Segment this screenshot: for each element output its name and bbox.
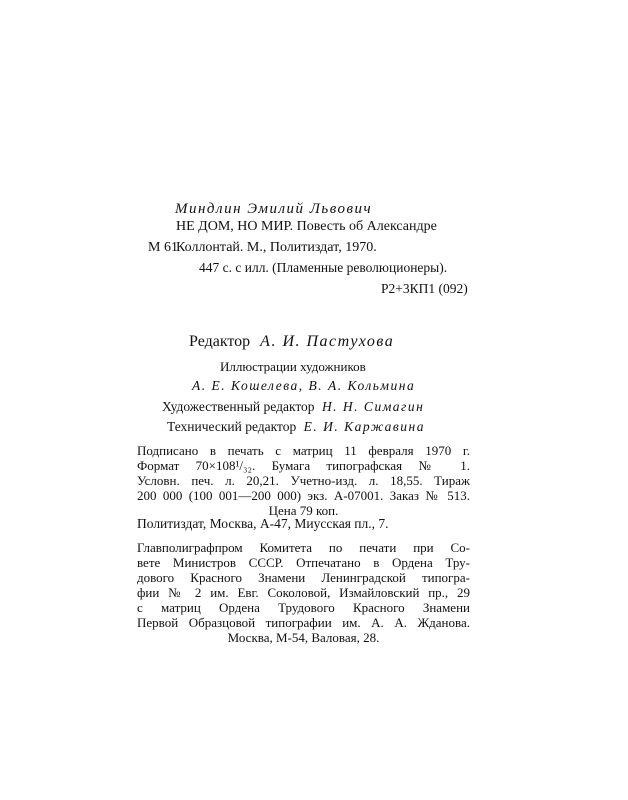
printer-line: Главполиграфпром Комитета по печати при Со- <box>137 540 470 555</box>
catalog-line-3: 447 с. с илл. (Пламенные революционеры). <box>199 260 448 275</box>
print-info-line: Формат 70×108¹/₃₂. Бумага типографская № 1. <box>137 458 470 473</box>
tech-editor-label: Технический редактор <box>167 419 297 434</box>
print-info-line: Условн. печ. л. 20,21. Учетно-изд. л. 18,55. Тираж <box>137 473 470 488</box>
catalog-code: М 61 <box>148 240 178 255</box>
tech-editor-name: Е. И. Каржавина <box>303 419 425 434</box>
printer-block <box>137 540 470 645</box>
price: Цена 79 коп. <box>268 503 339 518</box>
art-editor-label: Художественный редактор <box>162 399 315 414</box>
art-editor-line <box>162 399 424 415</box>
art-editor-name: Н. Н. Симагин <box>321 399 425 414</box>
publisher-address: Политиздат, Москва, А-47, Миусская пл., 7. <box>137 516 389 531</box>
editor-label: Редактор <box>189 333 251 350</box>
author-name: Миндлин Эмилий Львович <box>175 201 373 217</box>
printer-line: фии № 2 им. Евг. Соколовой, Измайловский пр., 29 <box>137 585 470 600</box>
print-info-line: Подписано в печать с матриц 11 февраля 1970 г. <box>137 443 470 458</box>
illustrators: А. Е. Кошелева, В. А. Кольмина <box>192 378 416 393</box>
editor-name: А. И. Пастухова <box>260 333 395 350</box>
printer-line: вете Министров СССР. Отпечатано в Ордена Тру- <box>137 555 470 570</box>
tech-editor-line <box>167 419 425 435</box>
catalog-line-2: Коллонтай. М., Политиздат, 1970. <box>176 240 377 255</box>
print-info-line: 200 000 (100 001—200 000) экз. А-07001. Заказ № 513. <box>137 488 470 503</box>
editor-line <box>189 333 394 351</box>
printer-address: Москва, М-54, Валовая, 28. <box>227 630 380 645</box>
printer-line: Первой Образцовой типографии им. А. А. Жданова. <box>137 615 470 630</box>
printer-line: с матриц Ордена Трудового Красного Знамени <box>137 600 470 615</box>
classification-code: Р2+3КП1 (092) <box>381 281 468 296</box>
catalog-line-1: НЕ ДОМ, НО МИР. Повесть об Александре <box>176 219 437 234</box>
illustrations-label: Иллюстрации художников <box>220 359 366 374</box>
print-info-block <box>137 443 470 518</box>
printer-line: дового Красного Знамени Ленинградской типогра- <box>137 570 470 585</box>
